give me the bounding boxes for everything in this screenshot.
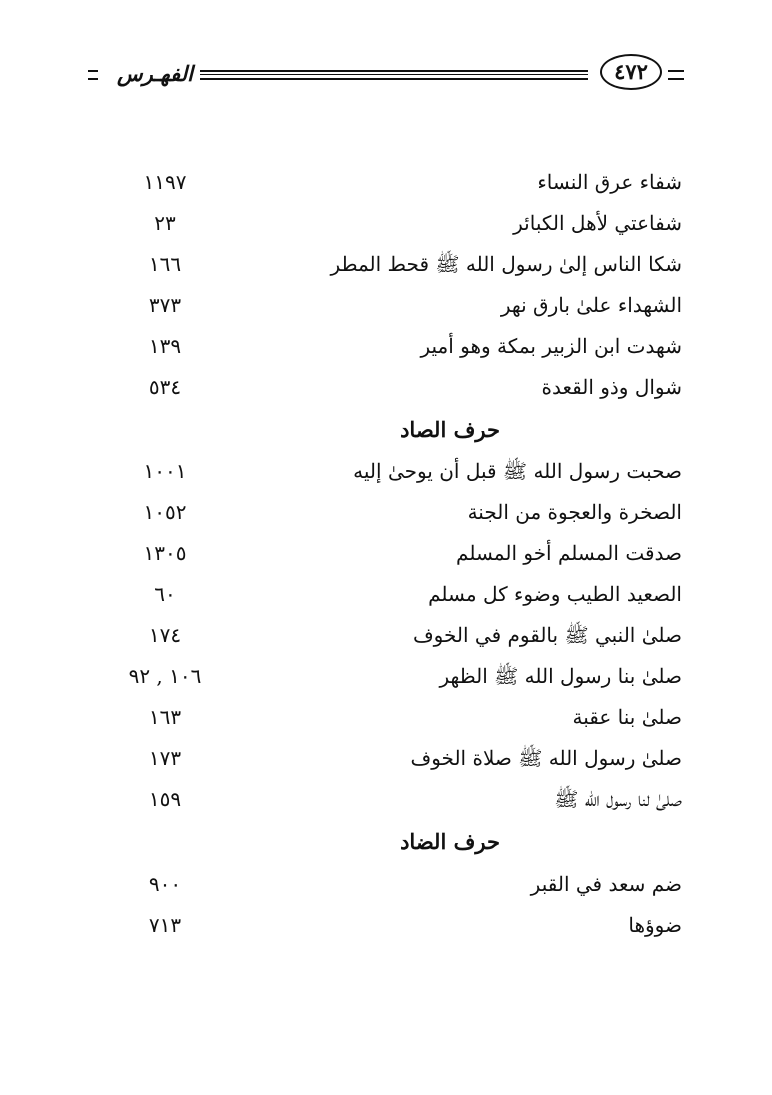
entry-page: ١٠٥٢ [143,500,187,524]
entry-text: ضم سعد في القبر [530,872,682,896]
index-entry [110,781,682,817]
entry-page: ١٦٣ [148,705,182,729]
header-rule [200,74,588,75]
header-rule [88,78,98,80]
entry-text: صلىٰ النبي ﷺ بالقوم في الخوف [412,623,682,647]
entry-text: صلىٰ لنا رسول الله ﷺ [554,787,682,811]
entry-page: ١٧٤ [148,623,182,647]
entry-text: شهدت ابن الزبير بمكة وهو أمير [420,334,682,358]
header-rule [668,70,684,72]
index-entry [110,164,682,200]
header-rule [200,78,588,80]
entry-text: شفاء عرق النساء [537,170,682,194]
entry-page: ٦٠ [154,582,176,606]
entry-text: صلىٰ بنا رسول الله ﷺ الظهر [439,664,682,688]
index-entry [110,658,682,694]
entry-page: ٩٠٠ [148,872,182,896]
index-entry [110,535,682,571]
page-number: ٤٧٢ [600,54,662,90]
index-entry [110,453,682,489]
entry-text: شوال وذو القعدة [541,375,682,399]
section-heading-dad: حرف الضاد [400,829,500,854]
entry-text: صحبت رسول الله ﷺ قبل أن يوحىٰ إليه [353,459,682,483]
entry-page: ١١٩٧ [143,170,187,194]
index-entry [110,907,682,943]
header-rule [200,70,588,72]
entry-page: ١٧٣ [148,746,182,770]
entry-page: ١٦٦ [148,252,182,276]
index-entry [110,369,682,405]
entry-text: الصخرة والعجوة من الجنة [467,500,682,524]
index-entry [110,866,682,902]
entry-page: ١٠٠١ [143,459,187,483]
running-title: الفهـرس [117,61,193,86]
entry-text: شفاعتي لأهل الكبائر [513,211,682,235]
entry-text: صلىٰ بنا عقبة [572,705,682,729]
entry-text: الصعيد الطيب وضوء كل مسلم [428,582,682,606]
entry-text: صدقت المسلم أخو المسلم [456,541,682,565]
index-entry [110,205,682,241]
index-entry [110,287,682,323]
index-entry [110,494,682,530]
entry-text: الشهداء علىٰ بارق نهر [500,293,682,317]
entry-text: ضوؤها [628,913,682,937]
index-entry [110,740,682,776]
entry-text: صلىٰ رسول الله ﷺ صلاة الخوف [410,746,682,770]
index-entry [110,246,682,282]
index-entry [110,699,682,735]
entry-page: ١٥٩ [148,787,182,811]
page-header [88,54,684,96]
index-entry [110,617,682,653]
entry-text: شكا الناس إلىٰ رسول الله ﷺ قحط المطر [330,252,682,276]
header-rule [88,70,98,72]
entry-page: ١٠٦ , ٩٢ [128,664,202,688]
entry-page: ١٣٩ [148,334,182,358]
entry-page: ٧١٣ [148,913,182,937]
header-rule [668,78,684,80]
index-entry [110,328,682,364]
entry-page: ٢٣ [154,211,176,235]
entry-page: ٣٧٣ [148,293,182,317]
section-heading-sad: حرف الصاد [400,417,500,442]
entry-page: ٥٣٤ [148,375,182,399]
index-entry [110,576,682,612]
entry-page: ١٣٠٥ [143,541,187,565]
